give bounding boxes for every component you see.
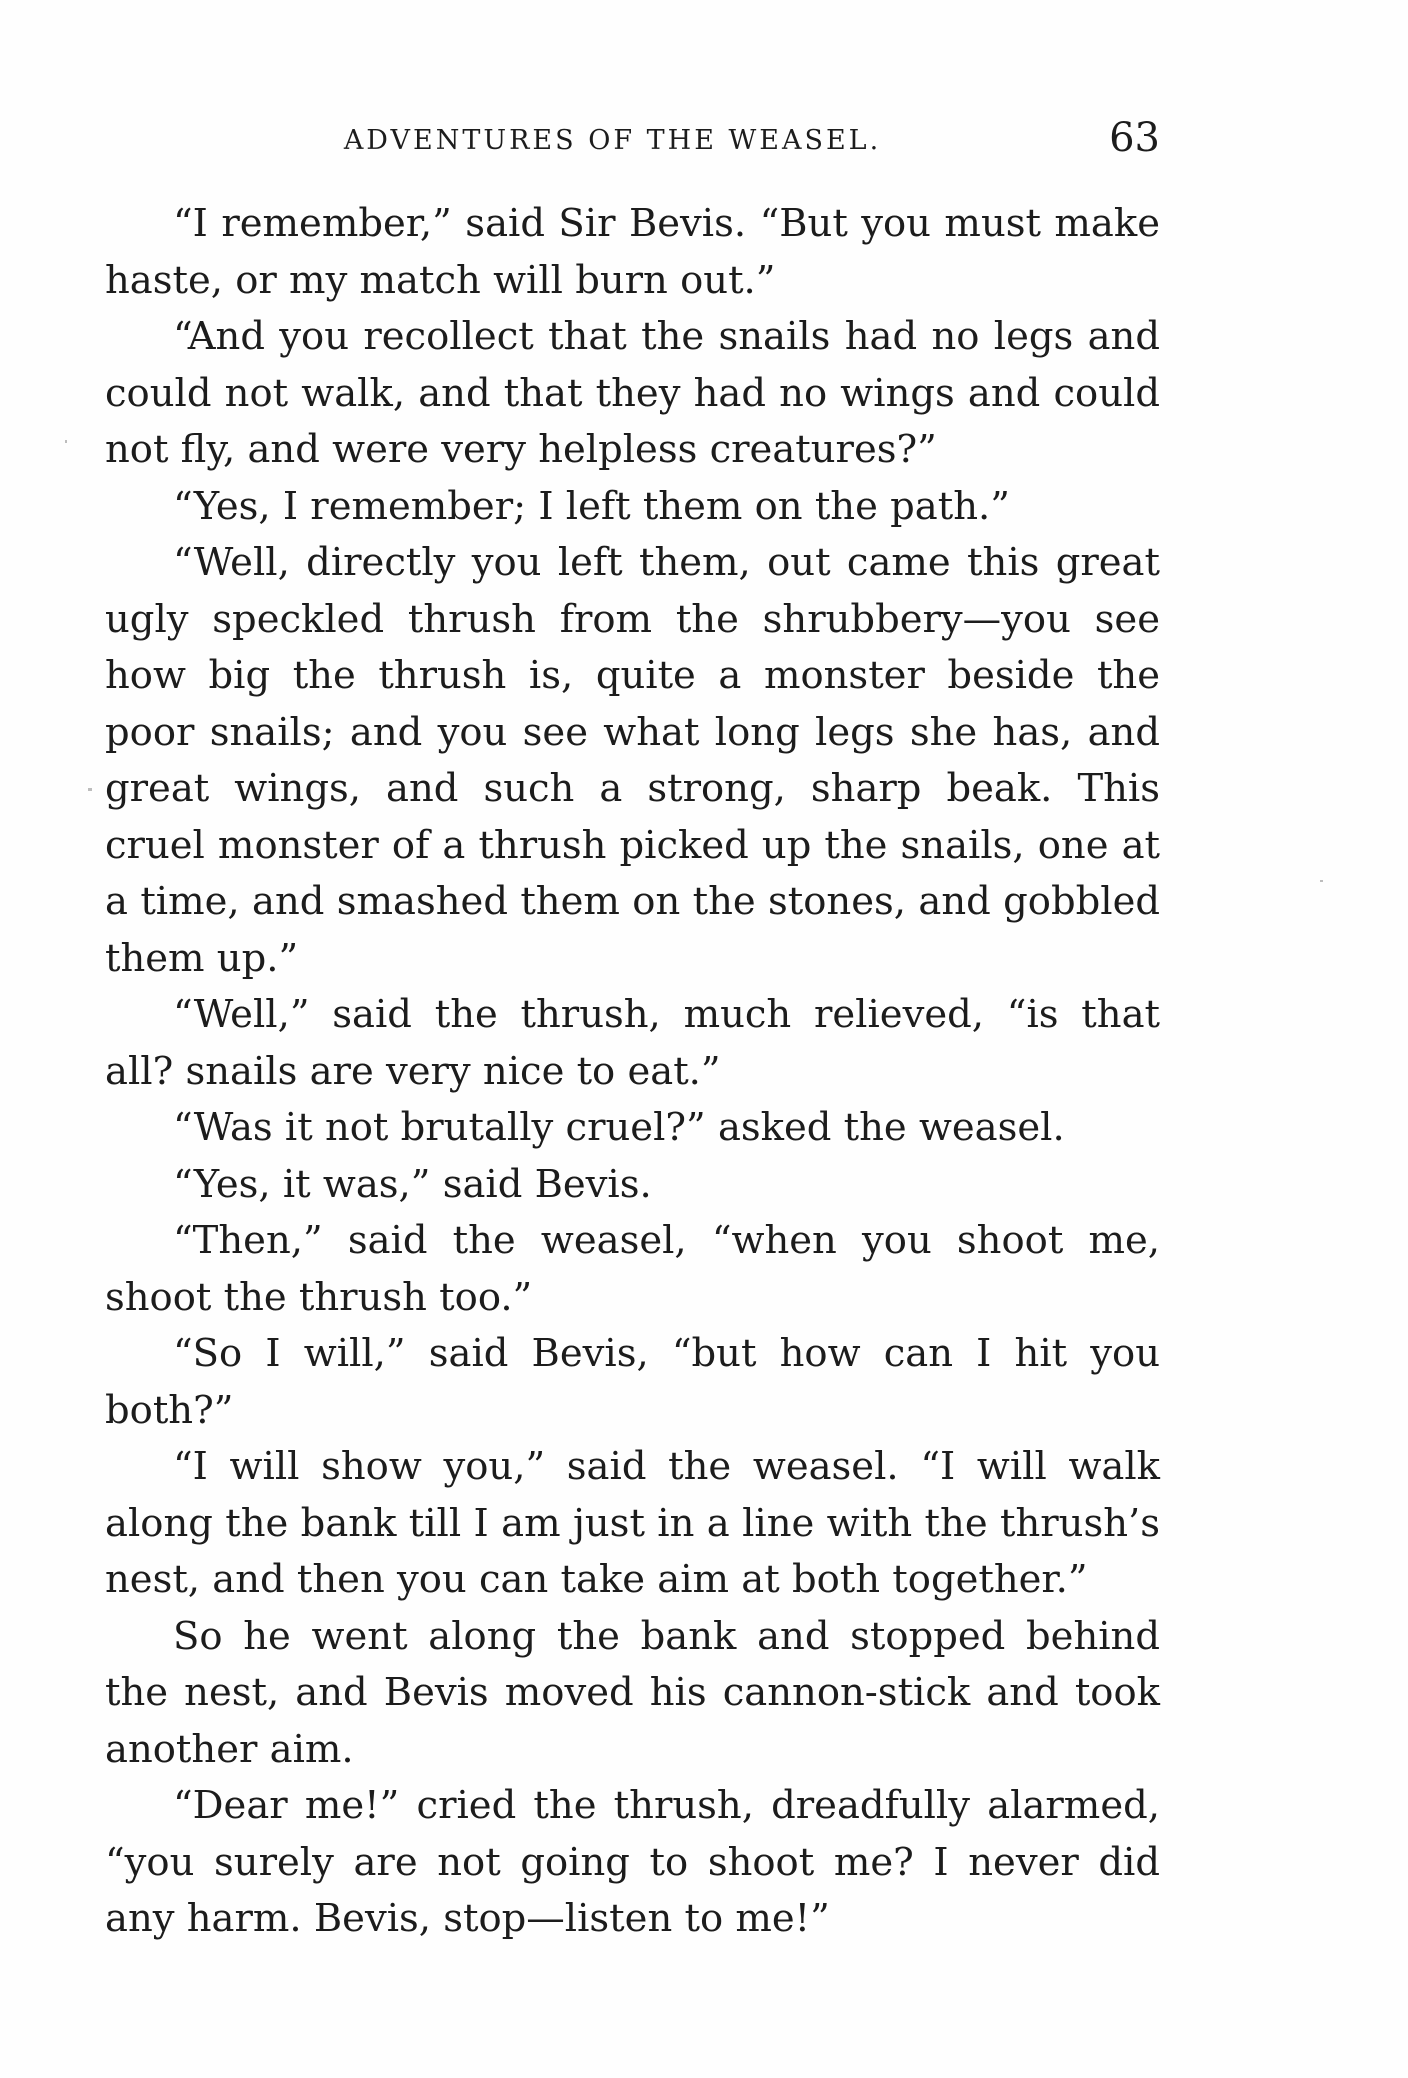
paragraph: “Dear me!” cried the thrush, dreadfully alarmed, “you surely are not going to shoot me? I never did any harm. Bevis, stop—listen to me!” [105, 1783, 1160, 1941]
paragraph: So he went along the bank and stopped behind the nest, and Bevis moved his cannon-stick and took another aim. [105, 1613, 1160, 1772]
page-number: 63 [1109, 115, 1160, 161]
running-head [105, 115, 1160, 165]
margin-mark [88, 788, 92, 791]
paragraph: “Was it not brutally cruel?” asked the weasel. [173, 1105, 1065, 1150]
margin-mark [1320, 880, 1323, 882]
running-title: ADVENTURES OF THE WEASEL. [343, 125, 882, 156]
body-text [105, 196, 1160, 1948]
paragraph: “I remember,” said Sir Bevis. “But you must make haste, or my match will burn out.” [105, 201, 1160, 303]
paragraph: “Well,” said the thrush, much relieved, “is that all? snails are very nice to eat.” [105, 992, 1160, 1094]
paragraph: “Then,” said the weasel, “when you shoot me, shoot the thrush too.” [105, 1218, 1160, 1320]
paragraph: “And you recollect that the snails had no legs and could not walk, and that they had no wings and could not fly, and were very helpless creatures?” [105, 314, 1160, 472]
margin-mark [65, 440, 67, 443]
paragraph: “Well, directly you left them, out came this great ugly speckled thrush from the shrubbery—you see how big the thrush is, quite a monster beside the poor snails; and you see what long legs she has, and great wings, and such a strong, sharp beak. This cruel monster of a thrush picked up the snails, one at a time, and smashed them on the stones, and gobbled them up.” [105, 540, 1160, 981]
paragraph: “Yes, I remember; I left them on the path.” [173, 483, 1010, 529]
paragraph: “I will show you,” said the weasel. “I will walk along the bank till I am just in a line with the thrush’s nest, and then you can take aim at both together.” [105, 1444, 1160, 1602]
paragraph: “Yes, it was,” said Bevis. [173, 1161, 652, 1207]
paragraph: “So I will,” said Bevis, “but how can I hit you both?” [105, 1331, 1160, 1433]
